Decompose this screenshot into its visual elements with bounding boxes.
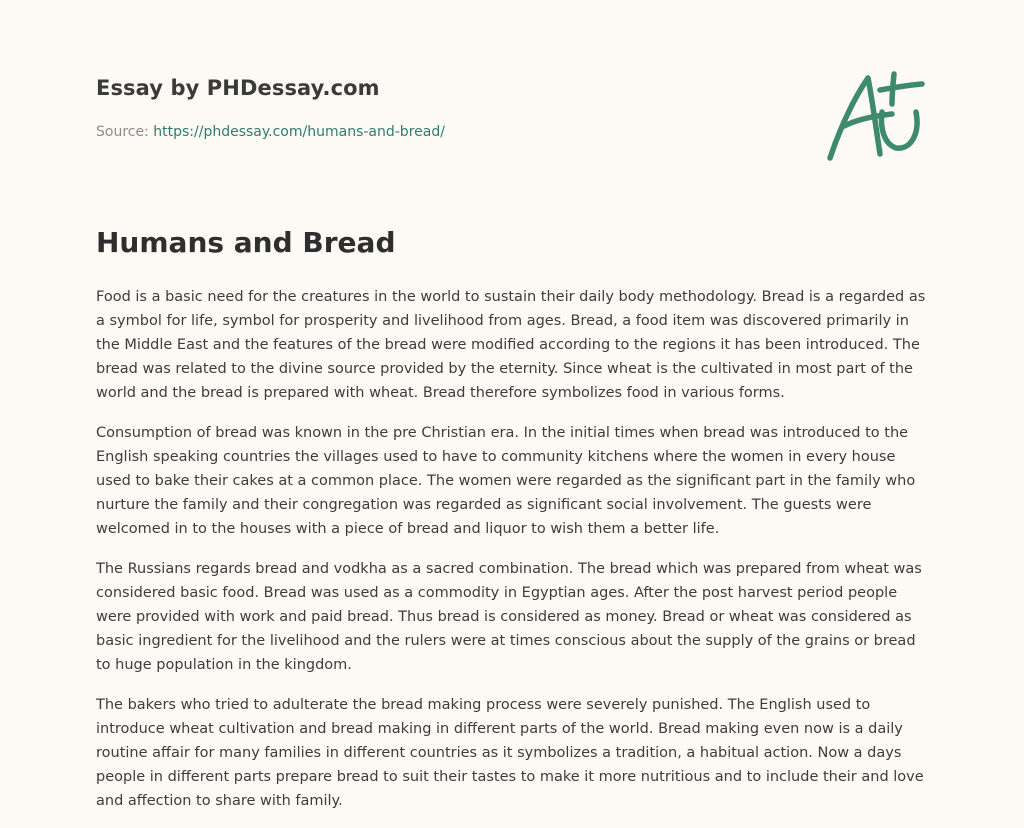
source-link[interactable]: https://phdessay.com/humans-and-bread/: [153, 124, 445, 140]
site-title: Essay by PHDessay.com: [96, 76, 380, 100]
essay-paragraph: Food is a basic need for the creatures in the world to sustain their daily body methodology. Bread is a regarded as a symbol for life, symbol for prosperity and livelihood from ages. Bread, a food item was discovered primarily in the Middle East and the features of the bread were modified according to the regions it has been introduced. The bread was related to the divine source provided by the eternity. Since wheat is the cultivated in most part of the world and the bread is prepared with wheat. Bread therefore symbolizes food in various forms.: [96, 289, 926, 401]
essay-body: [96, 285, 928, 828]
essay-title: Humans and Bread: [96, 226, 396, 259]
essay-paragraph: The bakers who tried to adulterate the bread making process were severely punished. The English used to introduce wheat cultivation and bread making in different parts of the world. Bread making even now is a daily routine affair for many families in different countries as it symbolizes a tradition, a habitual action. Now a days people in different parts prepare bread to suit their tastes to make it more nutritious and to include their and love and affection to share with family.: [96, 697, 924, 809]
site-header: [96, 76, 380, 100]
source-label: Source:: [96, 124, 154, 140]
essay-paragraph: The Russians regards bread and vodkha as a sacred combination. The bread which was prepared from wheat was considered basic food. Bread was used as a commodity in Egyptian ages. After the post harvest period people were provided with work and paid bread. Thus bread is considered as money. Bread or wheat was considered as basic ingredient for the livelihood and the rulers were at times conscious about the supply of the grains or bread to huge population in the kingdom.: [96, 561, 922, 673]
essay-paragraph: Consumption of bread was known in the pre Christian era. In the initial times when bread was introduced to the English speaking countries the villages used to have to community kitchens where the women in every house used to bake their cakes at a common place. The women were regarded as the significant part in the family who nurture the family and their congregation was regarded as significant social involvement. The guests were welcomed in to the houses with a piece of bread and liquor to wish them a better life.: [96, 425, 916, 537]
a-plus-logo-icon: [822, 68, 930, 166]
source-line: [96, 124, 445, 140]
